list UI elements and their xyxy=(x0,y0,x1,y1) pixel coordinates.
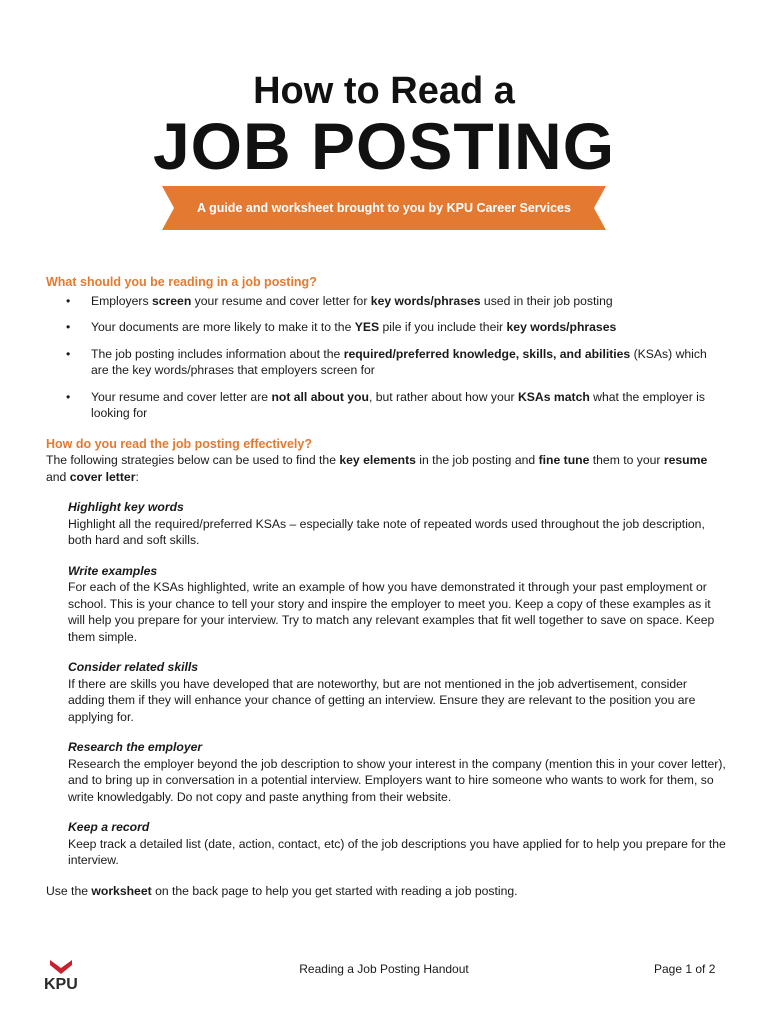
bold-phrase: screen xyxy=(151,293,192,308)
subtitle-banner xyxy=(162,186,606,230)
strategy-body: Highlight all the required/preferred KSAs – especially take note of repeated words used throughout the job description, both hard and soft skills. xyxy=(68,516,705,547)
section-heading-reading: What should you be reading in a job posting? xyxy=(46,275,317,289)
strategy-title: Highlight key words xyxy=(68,500,184,514)
bullet-icon: • xyxy=(66,293,71,308)
text-run: Employers xyxy=(91,293,152,308)
strategy-related-skills xyxy=(68,659,726,725)
banner-text: A guide and worksheet brought to you by KPU Career Services xyxy=(197,201,571,215)
strategy-body: Research the employer beyond the job description to show your interest in the company (mention this in your cover letter), and to bring up in conversation in a potential interview. Employers want to hire someone who wants to work for them, so write knowledgably. Do not copy and paste anything from their website. xyxy=(68,756,726,804)
text-run: on the back page to help you get started with reading a job posting. xyxy=(151,883,518,898)
strategy-body: If there are skills you have developed that are noteworthy, but are not mentioned in the job advertisement, consider adding them if they will enhance your chance of getting an interview. Ensure they are relevant to the position you are applying for. xyxy=(68,676,696,724)
bullet-item xyxy=(46,319,726,336)
title-line-2: JOB POSTING xyxy=(152,109,616,183)
bullet-item xyxy=(46,293,726,310)
text-run: : xyxy=(135,469,139,484)
reading-bullet-list xyxy=(46,293,726,422)
text-run: Your resume and cover letter are xyxy=(91,389,272,404)
bold-phrase: cover letter xyxy=(69,469,136,484)
bold-phrase: key elements xyxy=(339,453,416,467)
strategy-examples xyxy=(68,563,726,646)
text-run: used in their job posting xyxy=(480,293,613,308)
bullet-item xyxy=(46,389,726,422)
text-run: and xyxy=(46,469,70,484)
title-line-1: How to Read a xyxy=(253,70,515,112)
strategy-title: Keep a record xyxy=(68,820,150,834)
bold-phrase: KSAs match xyxy=(518,389,590,404)
bold-phrase: not all about you xyxy=(271,389,369,404)
text-run: , but rather about how your xyxy=(368,389,518,404)
bold-phrase: required/preferred knowledge, skills, and abilities xyxy=(343,346,631,361)
bullet-text xyxy=(91,294,613,308)
bullet-icon: • xyxy=(66,346,71,361)
strategy-title: Write examples xyxy=(68,563,158,578)
bold-phrase: fine tune xyxy=(538,453,590,467)
strategy-body: Keep track a detailed list (date, action, contact, etc) of the job descriptions you have applied for to help you prepare for the interview. xyxy=(68,836,726,867)
bullet-icon: • xyxy=(66,320,71,334)
strategies-intro xyxy=(46,452,726,485)
strategy-highlight xyxy=(68,499,726,549)
strategy-title: Research the employer xyxy=(68,740,203,754)
text-run: your resume and cover letter for xyxy=(191,293,371,308)
strategy-body: For each of the KSAs highlighted, write an example of how you have demonstrated it through your past employment or school. This is your chance to tell your story and inspire the employer to meet you. Keep a copy of these examples as it will help you prepare for your interview. Try to match any relevant examples that fit well together to save on space. Keep them simple. xyxy=(68,580,715,644)
strategy-title: Consider related skills xyxy=(68,660,199,674)
bullet-icon: • xyxy=(66,389,71,404)
bullet-text xyxy=(91,390,705,421)
footer-title: Reading a Job Posting Handout xyxy=(299,962,469,976)
bullet-text xyxy=(91,320,616,334)
bullet-text xyxy=(91,347,707,378)
text-run: The following strategies below can be used to find the xyxy=(46,453,340,467)
bold-phrase: resume xyxy=(663,453,708,467)
bold-phrase: YES xyxy=(354,320,380,334)
text-run: them to your xyxy=(589,453,664,467)
text-run: pile if you include their xyxy=(379,320,507,334)
text-run: (KSAs) which are the key words/phrases that employers screen for xyxy=(91,346,707,377)
text-run: what the employer is looking for xyxy=(91,389,705,420)
kpu-logo-text: KPU xyxy=(44,976,78,993)
page-number: Page 1 of 2 xyxy=(654,962,716,976)
bold-phrase: key words/phrases xyxy=(506,320,617,334)
text-run: Use the xyxy=(46,883,92,898)
bullet-item xyxy=(46,346,726,379)
text-run: The job posting includes information about the xyxy=(91,346,344,361)
bold-phrase: worksheet xyxy=(91,883,152,898)
bold-phrase: key words/phrases xyxy=(370,293,481,308)
text-run: in the job posting and xyxy=(415,453,539,467)
main-content xyxy=(46,274,726,899)
strategy-record xyxy=(68,819,726,869)
worksheet-note xyxy=(46,883,726,900)
section-heading-effective: How do you read the job posting effectively? xyxy=(46,436,312,451)
text-run: Your documents are more likely to make it to the xyxy=(91,320,355,334)
strategy-research xyxy=(68,739,726,805)
